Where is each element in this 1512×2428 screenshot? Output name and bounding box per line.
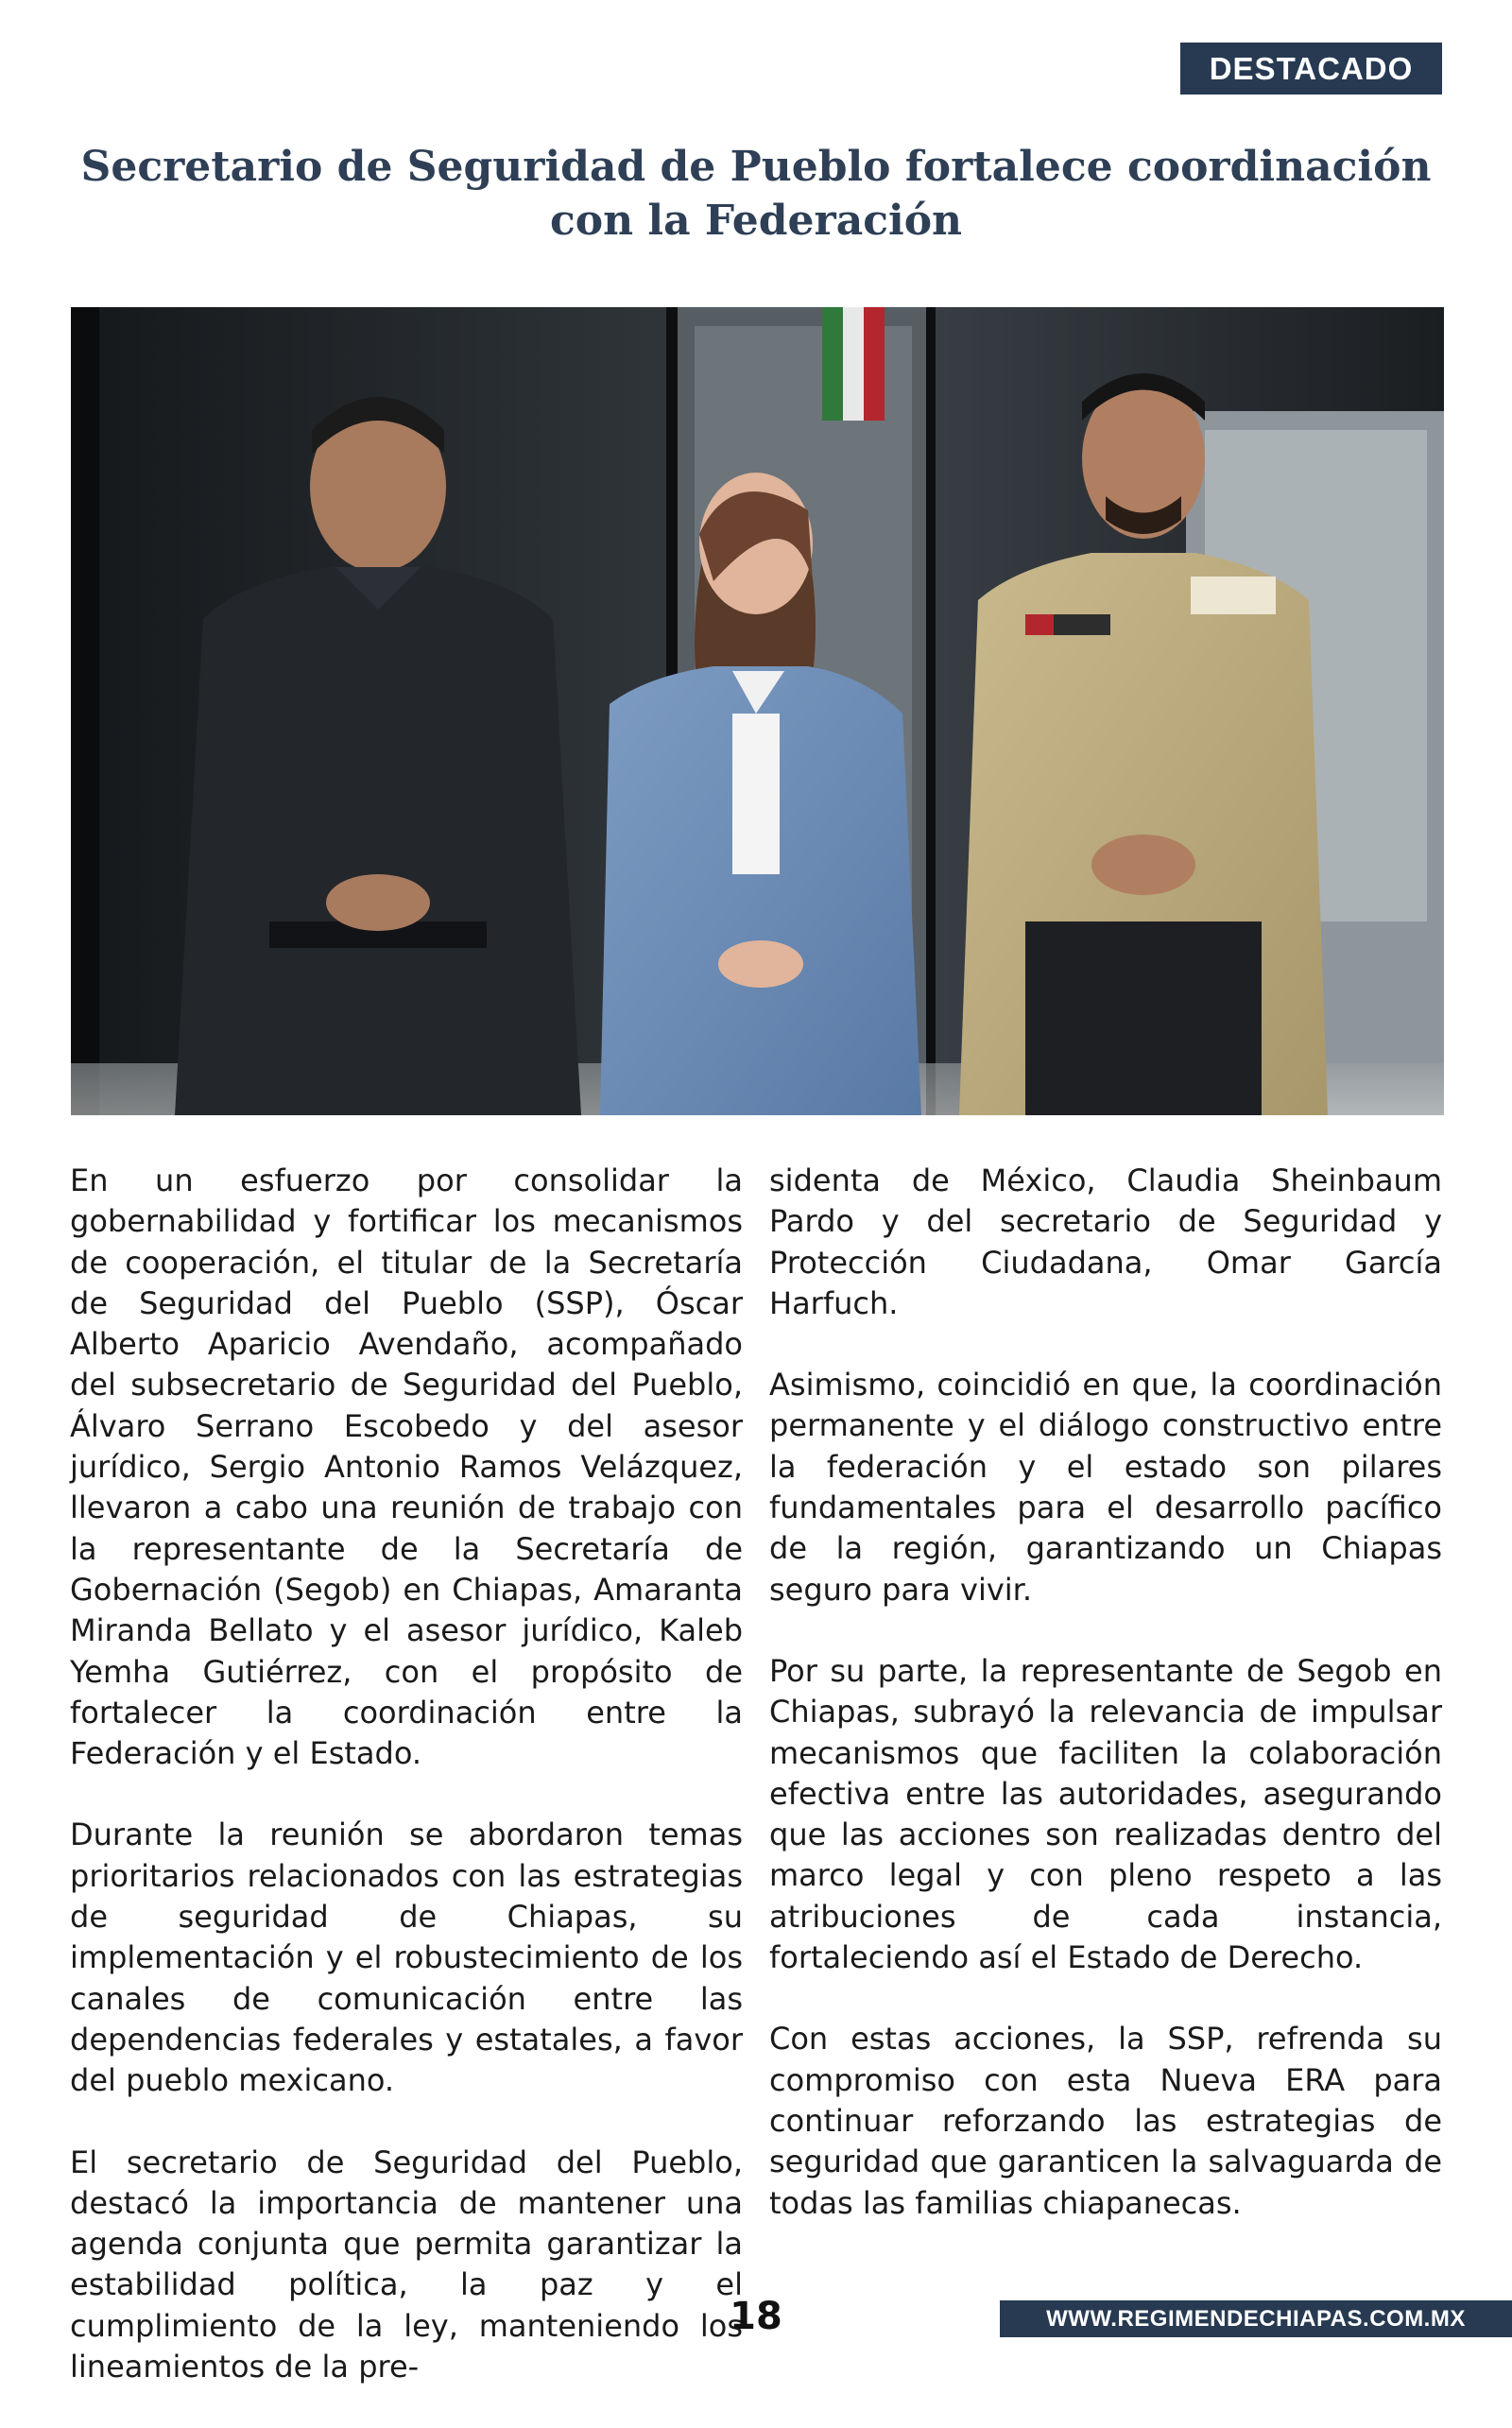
paragraph: Durante la reunión se abordaron temas prioritarios relacionados con las estrategias de seguridad de Chiapas, su implementación y el robustecimiento de los canales de comunicación entre las dependencias federales y estatales, a favor del pueblo mexicano. xyxy=(70,1817,743,2099)
article-column-right xyxy=(769,1161,1442,2264)
section-tag: DESTACADO xyxy=(1180,43,1442,95)
article-column-left xyxy=(70,1161,743,2428)
paragraph: Por su parte, la representante de Segob en Chiapas, subrayó la relevancia de impulsar mecanismos que faciliten la colaboración efectiva entre las autoridades, asegurando que las acciones son realizadas dentro del marco legal y con pleno respeto a las atribuciones de cada instancia, fortaleciendo así el Estado de Derecho. xyxy=(769,1652,1442,1976)
article-photo xyxy=(71,307,1444,1115)
article-title: Secretario de Seguridad de Pueblo fortalece coordinación con la Federación xyxy=(80,143,1432,245)
paragraph: sidenta de México, Claudia Sheinbaum Pardo y del secretario de Seguridad y Protección Ciudadana, Omar García Harfuch. xyxy=(769,1162,1442,1321)
page-number: 18 xyxy=(730,2295,782,2338)
paragraph: El secretario de Seguridad del Pueblo, destacó la importancia de mantener una agenda conjunta que permita garantizar la estabilidad política, la paz y el cumplimiento de la ley, manteniendo los lineamientos de la pre- xyxy=(70,2144,743,2385)
paragraph: Asimismo, coincidió en que, la coordinación permanente y el diálogo constructivo entre la federación y el estado son pilares fundamentales para el desarrollo pacífico de la región, garantizando un Chiapas seguro para vivir. xyxy=(769,1367,1442,1608)
paragraph: Con estas acciones, la SSP, refrenda su compromiso con esta Nueva ERA para continuar reforzando las estrategias de seguridad que garanticen la salvaguarda de todas las familias chiapanecas. xyxy=(769,2021,1442,2221)
website-footer[interactable]: WWW.REGIMENDECHIAPAS.COM.MX xyxy=(1000,2300,1512,2337)
paragraph: En un esfuerzo por consolidar la gobernabilidad y fortificar los mecanismos de cooperación, el titular de la Secretaría de Seguridad del Pueblo (SSP), Óscar Alberto Aparicio Avendaño, acompañado del subsecretario de Seguridad del Pueblo, Álvaro Serrano Escobedo y del asesor jurídico, Sergio Antonio Ramos Velázquez, llevaron a cabo una reunión de trabajo con la representante de la Secretaría de Gobernación (Segob) en Chiapas, Amaranta Miranda Bellato y el asesor jurídico, Kaleb Yemha Gutiérrez, con el propósito de fortalecer la coordinación entre la Federación y el Estado. xyxy=(70,1162,743,1772)
photo-illustration xyxy=(71,307,1444,1115)
